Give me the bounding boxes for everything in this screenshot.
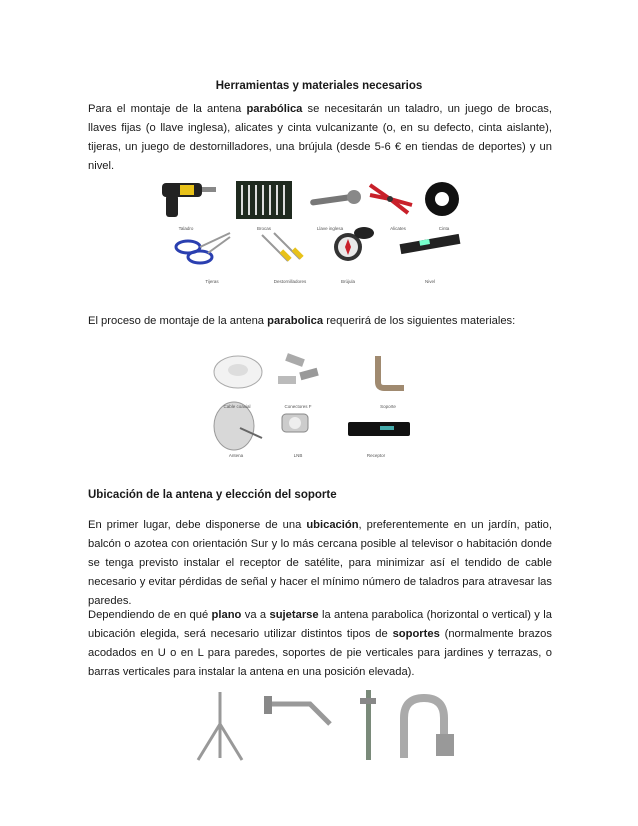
caption-conectores: Conectores F: [284, 404, 312, 409]
pliers-icon: [370, 185, 412, 213]
scissors-icon: [176, 233, 230, 263]
u-bracket-icon: [404, 698, 454, 758]
caption-soporte: Soporte: [380, 404, 396, 409]
caption-lnb: LNB: [293, 453, 303, 458]
caption-receptor: Receptor: [366, 453, 386, 458]
support-text-a: Dependiendo de en qué: [88, 609, 212, 621]
caption-alicates: Alicates: [390, 226, 406, 231]
drill-bits-icon: [236, 181, 292, 219]
caption-cinta: Cinta: [438, 226, 450, 231]
support-bold-plano: plano: [211, 609, 242, 621]
support-text-c: va a: [241, 609, 270, 621]
support-text-g: (normalmente brazos acodados en U o en L para paredes, soportes de pie verticales para jardines y terrazas, o barras verticales para instalar la antena en una posición elevada).: [88, 628, 553, 678]
location-text-a: En primer lugar, debe disponerse de una: [88, 519, 307, 531]
caption-brocas: Brocas: [256, 226, 272, 231]
intro-text-c: se necesitarán un taladro, un juego de brocas, llaves fijas (o llave inglesa), alicates y cinta vulcanizante (o, en su defecto, cinta aislante), tijeras, un juego de destornilladores, una brújula (desde 5-6 € en tiendas de deportes) y un nivel.: [88, 103, 552, 172]
wrench-icon: [310, 190, 361, 206]
support-bold-sujetarse: sujetarse: [269, 609, 319, 621]
dish-antenna-icon: [214, 402, 262, 450]
caption-tijeras: Tijeras: [205, 279, 219, 284]
compass-icon: [334, 227, 374, 261]
support-text-e: la antena parabolica (horizontal o vertical) y la ubicación elegida, será necesario utilizar distintos tipos de: [88, 609, 552, 640]
intro-paragraph: [88, 100, 552, 176]
support-paragraph: [88, 606, 552, 682]
tools-image: [150, 175, 470, 285]
page-title: Herramientas y materiales necesarios: [215, 80, 423, 92]
caption-brujula: Brújula: [340, 279, 356, 284]
level-icon: [400, 234, 461, 254]
intro-bold-parabolica: parabólica: [246, 103, 303, 115]
process-text-a: El proceso de montaje de la antena: [88, 315, 268, 327]
f-connectors-icon: [278, 353, 319, 384]
caption-llave: Llave inglesa: [316, 226, 344, 231]
drill-icon: [162, 183, 216, 217]
l-bracket-icon: [264, 696, 330, 724]
tape-icon: [425, 182, 459, 216]
supports-image: [190, 688, 460, 763]
process-bold-parabolica: parabolica: [267, 315, 324, 327]
caption-taladro: Taladro: [178, 226, 194, 231]
location-text-c: , preferentemente en un jardín, patio, balcón o azotea con orientación Sur y lo más cercana posible al televisor o habitación donde se tenga previsto instalar el receptor de satélite, para minimizar así el tendido de cable necesario y evitar pérdidas de señal y hacer el mínimo número de taladros para atravesar las paredes.: [88, 519, 552, 607]
lnb-icon: [282, 414, 308, 432]
section-heading: Ubicación de la antena y elección del soporte: [88, 489, 337, 501]
intro-text-a: Para el montaje de la antena: [88, 103, 247, 115]
support-bold-soportes: soportes: [392, 628, 440, 640]
caption-cable: Cable coaxial: [223, 404, 251, 409]
caption-nivel: Nivel: [424, 279, 436, 284]
process-paragraph: [88, 312, 552, 331]
bracket-support-icon: [378, 356, 404, 388]
location-bold-ubicacion: ubicación: [306, 519, 359, 531]
screwdrivers-icon: [262, 233, 304, 261]
receiver-icon: [348, 422, 410, 436]
caption-antena: Antena: [228, 453, 244, 458]
location-paragraph: [88, 516, 552, 611]
caption-destornilladores: Destornilladores: [273, 279, 307, 284]
tripod-stand-icon: [198, 692, 242, 760]
vertical-bar-icon: [360, 690, 376, 760]
coaxial-cable-icon: [214, 356, 262, 388]
process-text-c: requerirá de los siguientes materiales:: [323, 315, 516, 327]
